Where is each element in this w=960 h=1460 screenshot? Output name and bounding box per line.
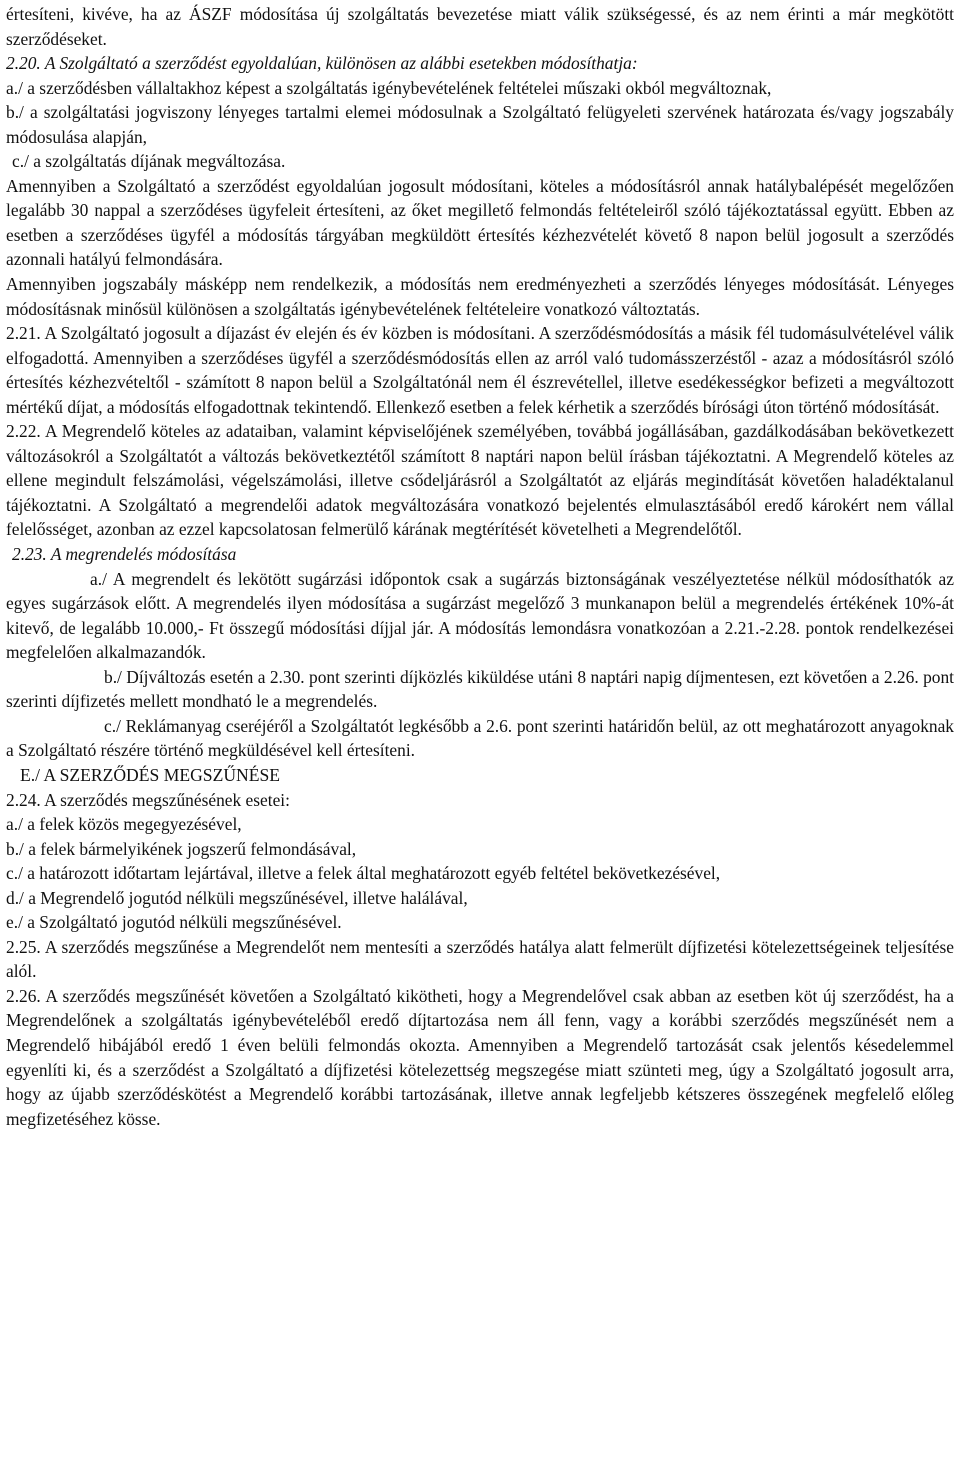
clause-2-26: 2.26. A szerződés megszűnését követően a Szolgáltató kikötheti, hogy a Megrendelővel csak abban az esetben köt új szerződést, ha a Megrendelőnek a szolgáltatás igénybevételéből eredő díjtartozása nem áll fenn, vagy a korábbi szerződés megszűnését nem a Megrendelő hibájából eredő 1 éven belüli felmondás okozta. Amennyiben a Megrendelő tartozását csak jelentős késedelemmel egyenlíti ki, és a szerződést a Szolgáltató a díjfizetési kötelezettség megszegése miatt szünteti meg, úgy a Szolgáltató jogosult arra, hogy az újabb szerződéskötést a Megrendelő korábbi tartozásának, illetve annak legfeljebb kétszeres összegének megfelelő előleg megfizetéséhez kösse.	[6, 985, 954, 1129]
clause-2-24-heading: 2.24. A szerződés megszűnésének esetei:	[6, 789, 290, 810]
clause-2-24-item-a: a./ a felek közös megegyezésével,	[6, 814, 242, 835]
clause-2-22: 2.22. A Megrendelő köteles az adataiban, valamint képviselőjének személyében, továbbá jogállásában, gazdálkodásában bekövetkezett változásokról a Szolgáltatót a változás bekövetkeztétől számított 8 naptári napon belül írásban tájékoztatni. A Megrendelő köteles az ellene megindult felszámolási, végelszámolási, illetve csődeljárásról a Szolgáltatót az eljárás megindítását követően haladéktalanul tájékoztatni. A Szolgáltató a megrendelői adatok megváltozására vonatkozó bejelentés elmulasztásából eredő károkért nem vállal felelősséget, azonban az ezzel kapcsolatosan felmerülő kárának megtérítését követelheti a Megrendelőtől.	[6, 421, 954, 540]
clause-2-23-item-c: c./ Reklámanyag cseréjéről a Szolgáltatót legkésőbb a 2.6. pont szerinti határidőn belül, az ott meghatározott anyagoknak a Szolgáltató részére történő megküldésével kell értesíteni.	[6, 715, 954, 761]
clause-2-25: 2.25. A szerződés megszűnése a Megrendelőt nem mentesíti a szerződés hatálya alatt felmerült díjfizetési kötelezettségeinek teljesítése alól.	[6, 936, 954, 982]
clause-2-24-item-e: e./ a Szolgáltató jogutód nélküli megszűnésével.	[6, 912, 342, 933]
clause-2-21: 2.21. A Szolgáltató jogosult a díjazást év elején és év közben is módosítani. A szerződésmódosítás a másik fél tudomásulvételével válik elfogadottá. Amennyiben a szerződéses ügyfél a szerződésmódosítás ellen az arról való tudomásszerzéstől - azaz a módosításról szóló értesítés kézhezvételtől - számított 8 napon belül a Szolgáltatónál nem él észrevétellel, illetve esedékességkor befizeti a megváltozott mértékű díjat, a módosítás elfogadottnak tekintendő. Ellenkező esetben a felek kérhetik a szerződés bírósági úton történő módosítását.	[6, 323, 954, 417]
clause-2-20-item-a: a./ a szerződésben vállaltakhoz képest a szolgáltatás igénybevételének feltételei műszaki okból megváltoznak,	[6, 77, 772, 98]
clause-2-20-item-c: c./ a szolgáltatás díjának megváltozása.	[12, 151, 286, 172]
paragraph-continuation: értesíteni, kivéve, ha az ÁSZF módosítása új szolgáltatás bevezetése miatt válik szükségessé, és az nem érinti a már megkötött szerződéseket.	[6, 4, 954, 49]
clause-2-24-item-b: b./ a felek bármelyikének jogszerű felmondásával,	[6, 838, 357, 859]
clause-2-20-paragraph-1: Amennyiben a Szolgáltató a szerződést egyoldalúan jogosult módosítani, köteles a módosításról annak hatálybalépését megelőzően legalább 30 nappal a szerződéses ügyfeleit értesíteni, az őket megillető felmondás feltételeiről szóló tájékoztatással együtt. Ebben az esetben a szerződéses ügyfél a módosítás tárgyában megküldött értesítés kézhezvételét követő 8 napon belül jogosult a szerződés azonnali hatályú felmondására.	[6, 175, 954, 270]
clause-2-20-paragraph-2: Amennyiben jogszabály másképp nem rendelkezik, a módosítás nem eredményezheti a szerződés lényeges módosítását. Lényeges módosításnak minősül különösen a szolgáltatás igénybevételének feltételeire vonatkozó változtatás.	[6, 274, 954, 319]
clause-2-20-item-b: b./ a szolgáltatási jogviszony lényeges tartalmi elemei módosulnak a Szolgáltató felügyeleti szervének határozata és/vagy jogszabály módosulása alapján,	[6, 102, 954, 147]
clause-2-23-item-a: a./ A megrendelt és lekötött sugárzási időpontok csak a sugárzás biztonságának veszélyeztetése nélkül módosíthatók az egyes sugárzások előtt. A megrendelés ilyen módosítása a sugárzást megelőző 3 munkanapon belül a megrendelés értékének 10%-át kitevő, de legalább 10.000,- Ft összegű módosítási díjjal jár. A módosítás lemondásra vonatkozóan a 2.21.-2.28. pontok rendelkezései megfelelően alkalmazandók.	[6, 568, 954, 663]
clause-2-23-heading: 2.23. A megrendelés módosítása	[12, 544, 237, 565]
clause-2-20-heading: 2.20. A Szolgáltató a szerződést egyoldalúan, különösen az alábbi esetekben módosíthatja:	[6, 53, 638, 74]
clause-2-23-item-b: b./ Díjváltozás esetén a 2.30. pont szerinti díjközlés kiküldése utáni 8 naptári napig díjmentesen, ezt követően a 2.26. pont szerinti díjfizetés mellett mondható le a megrendelés.	[6, 666, 954, 712]
clause-2-24-item-c: c./ a határozott időtartam lejártával, illetve a felek által meghatározott egyéb feltétel bekövetkezésével,	[6, 863, 721, 884]
section-e-heading: E./ A SZERZŐDÉS MEGSZŰNÉSE	[20, 764, 281, 785]
clause-2-24-item-d: d./ a Megrendelő jogutód nélküli megszűnésével, illetve halálával,	[6, 887, 468, 908]
